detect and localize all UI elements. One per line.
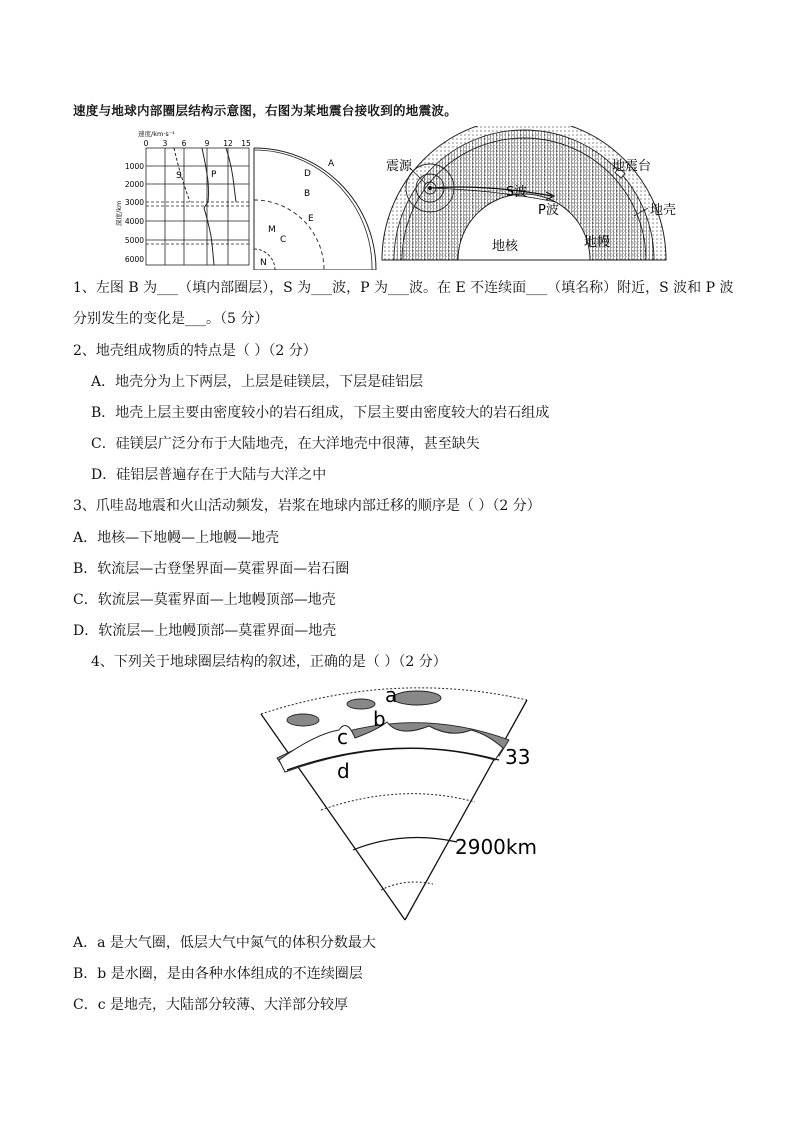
- velocity-structure-figure: [108, 126, 378, 270]
- p-curve-label: P: [211, 170, 217, 180]
- q2-option-a[interactable]: A．地壳分为上下两层，上层是硅镁层，下层是硅铝层: [91, 374, 424, 390]
- q3-option-c[interactable]: C．软流层—莫霍界面—上地幔顶部—地壳: [73, 592, 336, 608]
- q3-option-b[interactable]: B．软流层—古登堡界面—莫霍界面—岩石圈: [73, 561, 350, 577]
- speed-tick: 0: [143, 139, 149, 148]
- depth-2900: 2900km: [455, 835, 537, 859]
- lower-mantle-boundary: [321, 794, 475, 810]
- depth-tick: 3000: [124, 198, 144, 207]
- layer-label-c: C: [280, 235, 287, 245]
- label-d: d: [337, 759, 350, 783]
- mantle-label: 地幔: [584, 235, 611, 250]
- layer-label-m: M: [268, 225, 276, 235]
- q4-stem: 4、下列关于地球圈层结构的叙述，正确的是（ ）（2 分）: [91, 654, 447, 670]
- speed-tick: 15: [241, 139, 251, 148]
- velocity-grid: [146, 148, 249, 265]
- q3-stem: 3、爪哇岛地震和火山活动频发，岩浆在地球内部迁移的顺序是（ ）（2 分）: [73, 498, 541, 514]
- speed-tick: 6: [181, 139, 187, 148]
- q2-stem: 2、地壳组成物质的特点是（ ）（2 分）: [73, 343, 317, 359]
- s-curve-label: S: [176, 171, 182, 181]
- depth-tick: 1000: [124, 162, 144, 171]
- layer-label-a: A: [328, 159, 335, 169]
- q2-option-b[interactable]: B．地壳上层主要由密度较小的岩石组成，下层主要由密度较大的岩石组成: [91, 405, 550, 421]
- depth-tick: 4000: [124, 217, 144, 226]
- speed-tick: 12: [223, 139, 233, 148]
- q3-option-a[interactable]: A．地核—下地幔—上地幔—地壳: [73, 530, 280, 546]
- layer-label-n: N: [260, 258, 267, 268]
- layer-label-e: E: [308, 214, 314, 224]
- quarter-circle-layers: [254, 148, 376, 270]
- atmosphere-clouds: [287, 691, 441, 726]
- speed-tick: 3: [162, 139, 168, 148]
- label-a: a: [385, 683, 398, 707]
- seismic-wave-figure: [376, 126, 692, 270]
- layer-label-b: B: [304, 189, 311, 199]
- q2-option-c[interactable]: C．硅镁层广泛分布于大陆地壳，在大洋地壳中很薄，甚至缺失: [91, 436, 480, 452]
- station-label: 地震台: [612, 159, 652, 174]
- depth-ticks: [125, 162, 144, 264]
- label-b: b: [373, 707, 386, 731]
- intro-text: 速度与地球内部圈层结构示意图，右图为某地震台接收到的地震波。: [73, 103, 458, 118]
- q1-line1: 1、左图 B 为___（填内部圈层），S 为___波，P 为___波。在 E 不连续面___（填名称）附近，S 波和 P 波: [73, 280, 734, 296]
- s-wave-label: S波: [506, 185, 528, 200]
- depth-tick: 5000: [124, 236, 144, 245]
- label-c: c: [337, 725, 348, 749]
- depth-tick: 2000: [124, 180, 144, 189]
- layer-label-d: D: [304, 169, 311, 179]
- layer-labels: [260, 159, 335, 268]
- focus-label: 震源: [386, 159, 413, 174]
- depth-axis-label: 深度/km: [115, 200, 123, 226]
- speed-axis-label: 速度/km·s⁻¹: [138, 130, 175, 138]
- crust-label: 地壳: [650, 203, 677, 218]
- q3-option-d[interactable]: D．软流层—上地幔顶部—莫霍界面—地壳: [73, 623, 337, 639]
- earth-sphere-figure: [255, 678, 545, 924]
- speed-ticks: [144, 139, 251, 148]
- p-wave-label: P波: [538, 203, 559, 218]
- q2-option-d[interactable]: D．硅铝层普遍存在于大陆与大洋之中: [91, 467, 327, 483]
- depth-33: 33: [505, 745, 531, 769]
- q1-line2: 分别发生的变化是___。（5 分）: [73, 311, 269, 327]
- boundary-dashes: [146, 202, 249, 244]
- sphere-labels: [337, 683, 537, 859]
- speed-tick: 9: [204, 139, 210, 148]
- p-wave-curve: [202, 148, 214, 265]
- q4-option-b[interactable]: B．b 是水圈，是由各种水体组成的不连续圈层: [73, 966, 363, 982]
- depth-tick: 6000: [124, 255, 144, 264]
- q4-option-a[interactable]: A．a 是大气圈，低层大气中氮气的体积分数最大: [73, 935, 376, 951]
- core-label: 地核: [492, 239, 519, 254]
- q4-option-c[interactable]: C．c 是地壳，大陆部分较薄、大洋部分较厚: [73, 997, 349, 1013]
- gutenberg-boundary: [353, 838, 457, 851]
- p-curve-outer: [226, 148, 236, 202]
